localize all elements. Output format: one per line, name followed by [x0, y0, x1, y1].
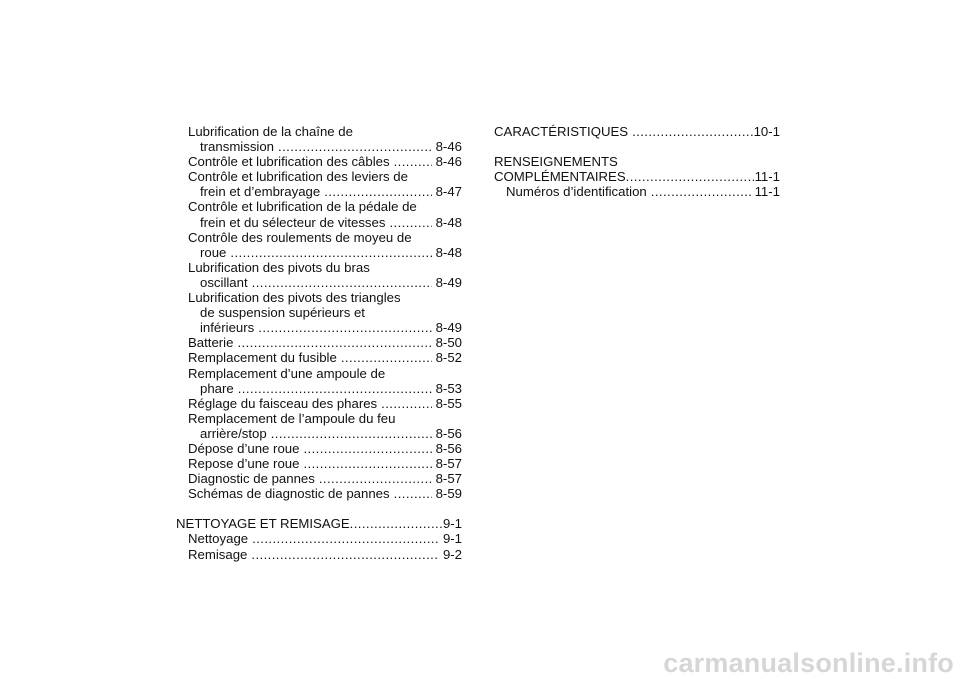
- dot-leader: [252, 275, 432, 290]
- toc-entry-swingarm-pivots[interactable]: [176, 260, 462, 290]
- toc-right-column: [494, 124, 780, 199]
- dot-leader: [389, 215, 431, 230]
- page-number: 8-50: [435, 335, 462, 351]
- toc-entry-battery[interactable]: [176, 335, 462, 350]
- page-number: 9-2: [442, 546, 462, 562]
- page-number: 8-49: [435, 274, 462, 290]
- entry-label-cont: frein et du sélecteur de vitesses: [200, 214, 386, 230]
- entry-label-cont: oscillant: [200, 274, 248, 290]
- toc-entry-wheel-bearings[interactable]: [176, 230, 462, 260]
- entry-label: Lubrification des pivots des triangles: [188, 290, 401, 306]
- toc-entry-brake-pedal[interactable]: [176, 199, 462, 229]
- dot-leader: [394, 486, 432, 501]
- section-title-line1: RENSEIGNEMENTS: [494, 154, 618, 170]
- page-number: 8-52: [435, 350, 462, 366]
- toc-entry-storage[interactable]: [176, 547, 462, 562]
- entry-label-cont: frein et d’embrayage: [200, 184, 321, 200]
- toc-entry-chain-lubrication[interactable]: [176, 124, 462, 154]
- entry-label: Dépose d’une roue: [188, 440, 300, 456]
- toc-entry-wheel-removal[interactable]: [176, 441, 462, 456]
- dot-leader: [651, 184, 751, 199]
- dot-leader: [237, 335, 431, 350]
- toc-section-consumer-info[interactable]: [494, 154, 780, 184]
- toc-entry-fuse[interactable]: [176, 350, 462, 365]
- page-number: 8-53: [435, 380, 462, 396]
- toc-entry-levers[interactable]: [176, 169, 462, 199]
- toc-entry-wheel-install[interactable]: [176, 456, 462, 471]
- dot-leader: [319, 471, 432, 486]
- entry-label: Remplacement du fusible: [188, 350, 337, 366]
- page-number: 8-59: [435, 486, 462, 502]
- dot-leader: [324, 184, 431, 199]
- dot-leader: [230, 245, 431, 260]
- entry-label: Numéros d’identification: [506, 184, 647, 200]
- page-number: 9-1: [442, 531, 462, 547]
- entry-label: Repose d’une roue: [188, 456, 300, 472]
- dot-leader: [394, 154, 432, 169]
- page-number: 8-56: [435, 425, 462, 441]
- entry-label: Réglage du faisceau des phares: [188, 395, 378, 411]
- page-number: 8-57: [435, 456, 462, 472]
- page-number: 8-49: [435, 320, 462, 336]
- entry-label: Remplacement d’une ampoule de: [188, 365, 386, 381]
- entry-label: Schémas de diagnostic de pannes: [188, 486, 390, 502]
- dot-leader: [278, 139, 432, 154]
- entry-label: Lubrification des pivots du bras: [188, 259, 370, 275]
- toc-entry-cables[interactable]: [176, 154, 462, 169]
- page-number: 8-47: [435, 184, 462, 200]
- page-number: 8-56: [435, 440, 462, 456]
- dot-leader: [381, 396, 431, 411]
- toc-entry-troubleshooting-charts[interactable]: [176, 486, 462, 501]
- dot-leader: [271, 426, 432, 441]
- dot-leader: [303, 456, 431, 471]
- page-number: 11-1: [754, 184, 780, 200]
- entry-label-cont: de suspension supérieurs et: [200, 305, 365, 321]
- entry-label-cont: transmission: [200, 139, 275, 155]
- toc-section-cleaning-storage[interactable]: [176, 516, 462, 531]
- dot-leader: [350, 516, 443, 531]
- page-number: 8-46: [435, 139, 462, 155]
- watermark: carmanualsonline.info: [663, 648, 954, 678]
- entry-label: Batterie: [188, 335, 234, 351]
- dot-leader: [303, 441, 431, 456]
- toc-entry-headlight-beam[interactable]: [176, 396, 462, 411]
- toc-entry-headlight-bulb[interactable]: [176, 366, 462, 396]
- toc-entry-troubleshooting[interactable]: [176, 471, 462, 486]
- entry-label: Remplacement de l’ampoule du feu: [188, 410, 396, 426]
- section-title: COMPLÉMENTAIRES: [494, 169, 626, 185]
- toc-entry-taillight-bulb[interactable]: [176, 411, 462, 441]
- entry-label: Contrôle des roulements de moyeu de: [188, 229, 412, 245]
- entry-label: Contrôle et lubrification de la pédale de: [188, 199, 417, 215]
- section-gap: [176, 501, 462, 516]
- page-number: 8-46: [435, 154, 462, 170]
- page-number: 8-57: [435, 471, 462, 487]
- dot-leader: [238, 381, 432, 396]
- page-number: 10-1: [753, 124, 780, 139]
- entry-label: Contrôle et lubrification des leviers de: [188, 169, 408, 185]
- page-number: 8-48: [435, 214, 462, 230]
- page-number: 8-48: [435, 244, 462, 260]
- toc-entry-cleaning[interactable]: [176, 531, 462, 546]
- entry-label: Lubrification de la chaîne de: [188, 124, 353, 139]
- dot-leader: [341, 350, 432, 365]
- entry-label-cont: phare: [200, 380, 234, 396]
- page-number: 9-1: [442, 516, 462, 532]
- section-gap: [494, 139, 780, 154]
- entry-label: Remisage: [188, 546, 248, 562]
- dot-leader: [251, 547, 439, 562]
- toc-entry-identification-numbers[interactable]: [494, 184, 780, 199]
- section-title: NETTOYAGE ET REMISAGE: [176, 516, 350, 532]
- page-number: 8-55: [435, 395, 462, 411]
- toc-section-specifications[interactable]: [494, 124, 780, 139]
- entry-label-cont: roue: [200, 244, 227, 260]
- entry-label: Diagnostic de pannes: [188, 471, 315, 487]
- entry-label-cont: inférieurs: [200, 320, 255, 336]
- section-title: CARACTÉRISTIQUES: [494, 124, 629, 139]
- toc-left-column: [176, 124, 462, 562]
- toc-entry-suspension-pivots[interactable]: [176, 290, 462, 335]
- entry-label: Nettoyage: [188, 531, 249, 547]
- dot-leader: [626, 169, 755, 184]
- dot-leader: [258, 320, 431, 335]
- entry-label: Contrôle et lubrification des câbles: [188, 154, 390, 170]
- dot-leader: [252, 531, 439, 546]
- page-number: 11-1: [754, 169, 780, 185]
- dot-leader: [632, 124, 754, 139]
- entry-label-cont: arrière/stop: [200, 425, 267, 441]
